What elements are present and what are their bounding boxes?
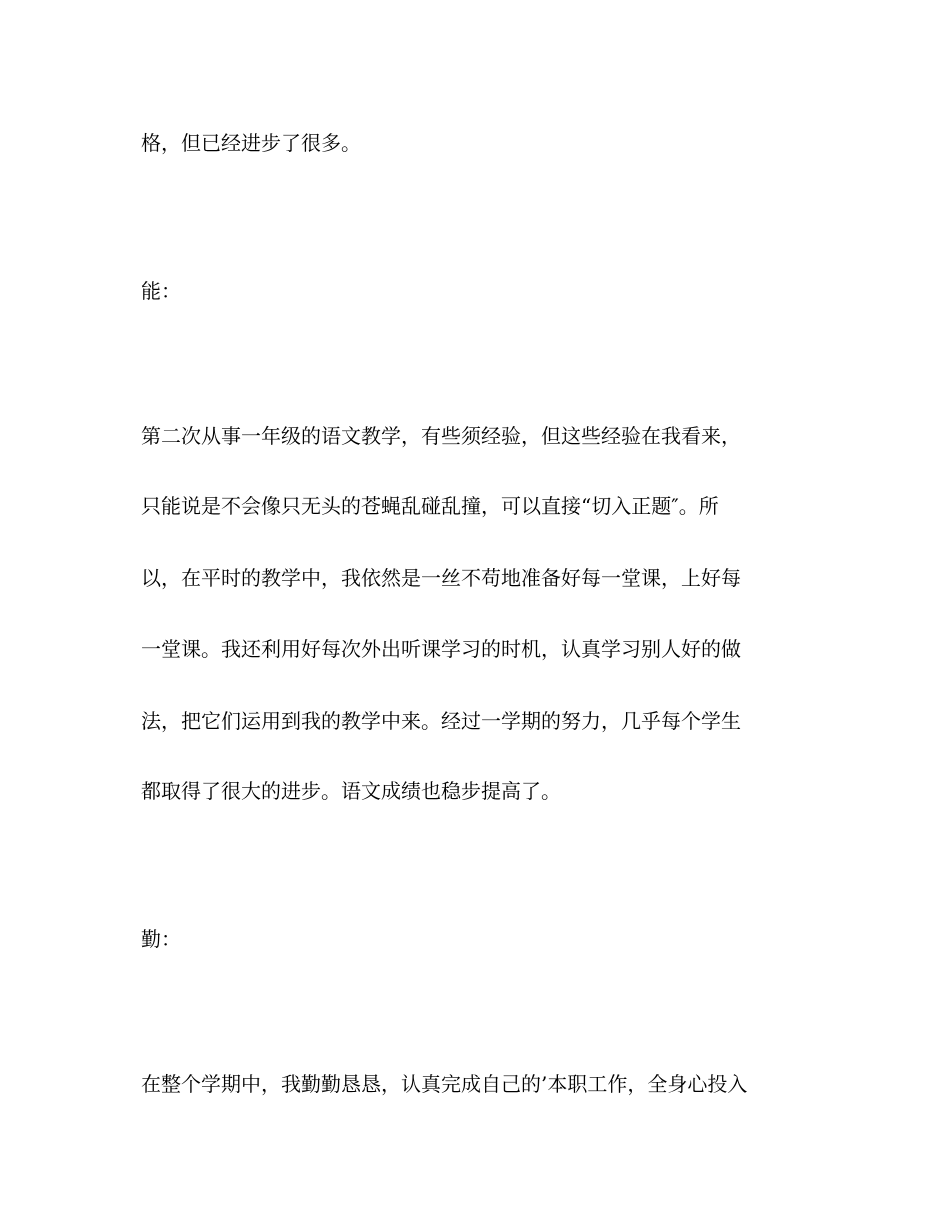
section-heading-qin: 勤： — [141, 927, 181, 951]
text-line: 一堂课。我还利用好每次外出听课学习的时机，认真学习别人好的做 — [141, 637, 741, 661]
text-line: 以，在平时的教学中，我依然是一丝不苟地准备好每一堂课，上好每 — [141, 566, 741, 590]
text-line: 第二次从事一年级的语文教学，有些须经验，但这些经验在我看来， — [141, 424, 741, 448]
text-line: 在整个学期中，我勤勤恳恳，认真完成自己的’本职工作，全身心投入 — [141, 1072, 748, 1096]
section-heading-neng: 能： — [141, 279, 181, 303]
text-line: 只能说是不会像只无头的苍蝇乱碰乱撞，可以直接“切入正题″。所 — [141, 494, 719, 518]
text-line: 法，把它们运用到我的教学中来。经过一学期的努力，几乎每个学生 — [141, 709, 741, 733]
text-line: 都取得了很大的进步。语文成绩也稳步提高了。 — [141, 779, 561, 803]
text-line: 格，但已经进步了很多。 — [141, 131, 361, 155]
